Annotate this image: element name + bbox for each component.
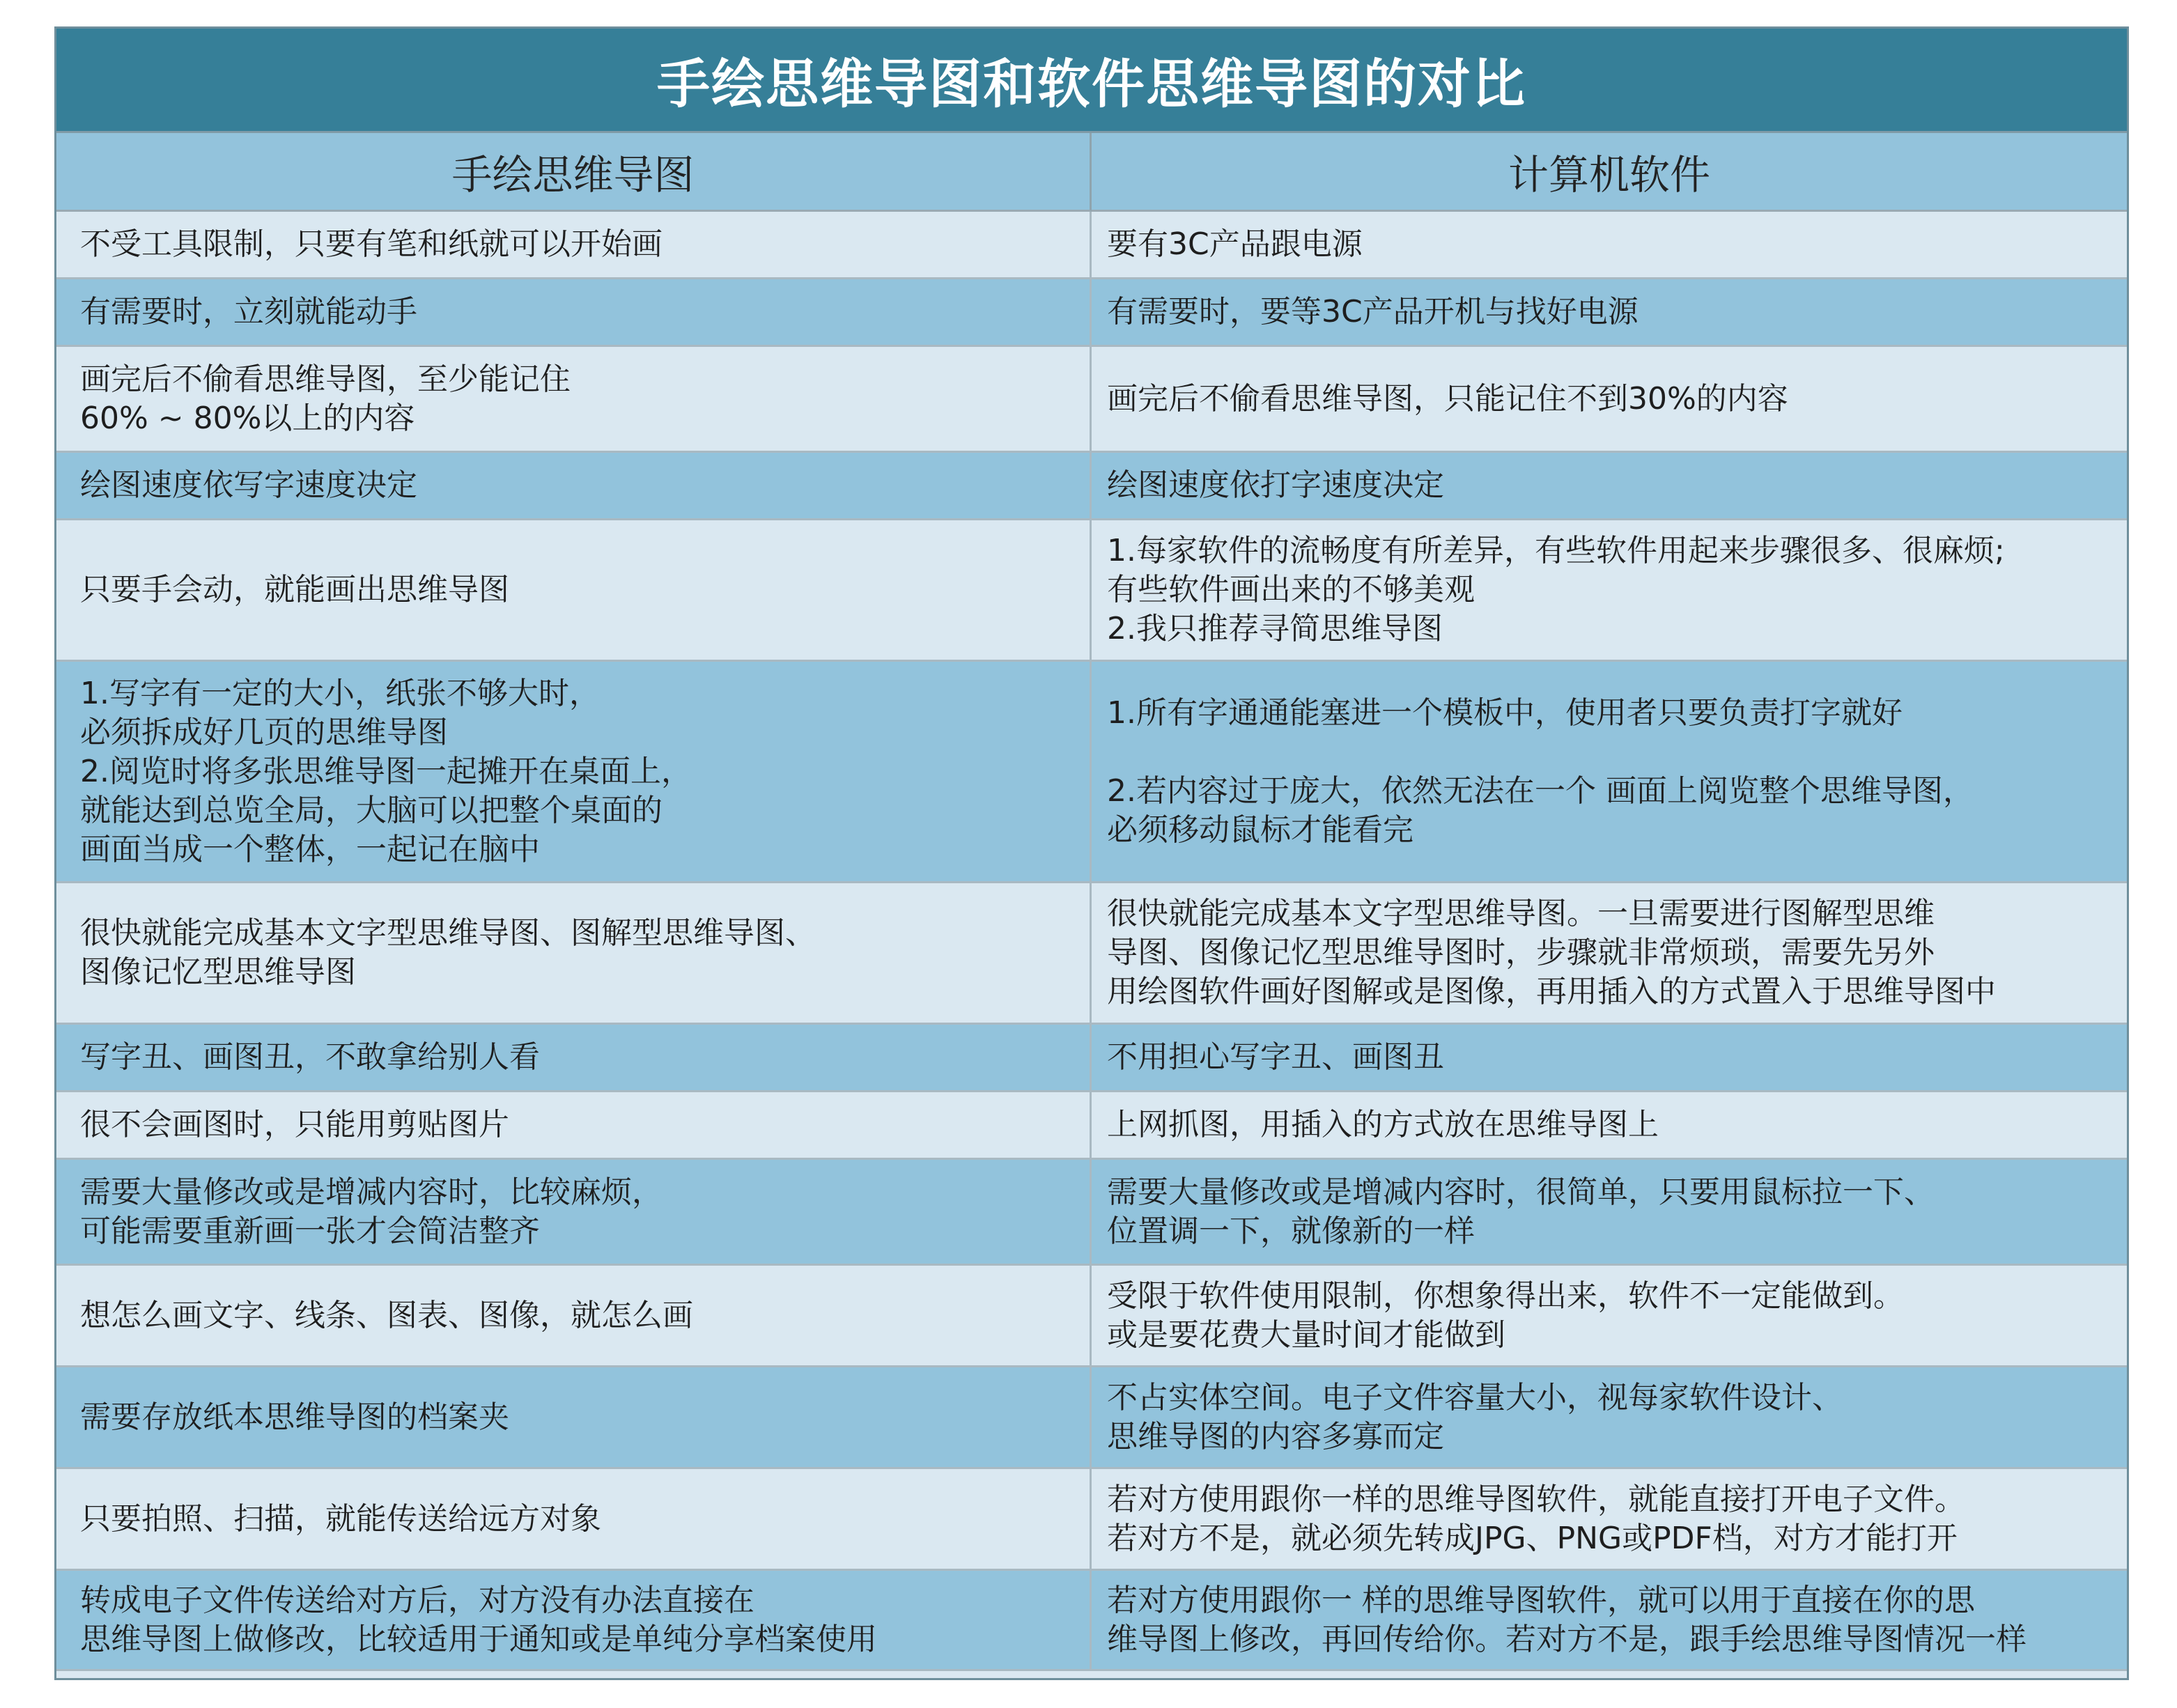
software-cell: 很快就能完成基本文字型思维导图。一旦需要进行图解型思维 导图、图像记忆型思维导图时，步骤就非常烦琐，需要先另外 用绘图软件画好图解或是图像，再用插入的方式置入于思维导图中: [1107, 896, 1996, 1009]
table-row: [56, 883, 2127, 1025]
table-row: [56, 1571, 2127, 1671]
software-cell: 受限于软件使用限制，你想象得出来，软件不一定能做到。 或是要花费大量时间才能做到: [1107, 1278, 1904, 1353]
hand-drawn-cell: 需要大量修改或是增减内容时，比较麻烦， 可能需要重新画一张才会简洁整齐: [56, 1160, 1092, 1264]
table-row: [56, 1092, 2127, 1160]
software-cell: 不用担心写字丑、画图丑: [1107, 1039, 1444, 1075]
hand-drawn-cell: 转成电子文件传送给对方后，对方没有办法直接在 思维导图上做修改，比较适用于通知或是单纯分享档案使用: [56, 1571, 1092, 1669]
table-body: [56, 212, 2127, 1678]
hand-drawn-cell: 只要手会动，就能画出思维导图: [56, 520, 1092, 660]
table-row: [56, 1025, 2127, 1092]
software-cell: 若对方使用跟你一 样的思维导图软件，就可以用于直接在你的思 维导图上修改，再回传给你。若对方不是，跟手绘思维导图情况一样: [1107, 1582, 2027, 1657]
table-row: [56, 1266, 2127, 1367]
software-cell: 绘图速度依打字速度决定: [1107, 467, 1444, 503]
hand-drawn-cell: 不受工具限制，只要有笔和纸就可以开始画: [56, 212, 1092, 277]
table-row: [56, 520, 2127, 662]
hand-drawn-cell: 想怎么画文字、线条、图表、图像，就怎么画: [56, 1266, 1092, 1365]
software-cell: 有需要时，要等3C产品开机与找好电源: [1107, 294, 1638, 329]
hand-drawn-cell: 需要存放纸本思维导图的档案夹: [56, 1367, 1092, 1467]
column-header-software: 计算机软件: [1092, 133, 2127, 212]
column-header-hand-drawn: 手绘思维导图: [56, 133, 1092, 212]
software-cell: 要有3C产品跟电源: [1107, 226, 1363, 262]
software-cell: 1.所有字通通能塞进一个模板中，使用者只要负责打字就好 2.若内容过于庞大，依然无法在一个 画面上阅览整个思维导图， 必须移动鼠标才能看完: [1107, 694, 1974, 848]
comparison-table: [54, 26, 2129, 1680]
hand-drawn-cell: 很快就能完成基本文字型思维导图、图解型思维导图、 图像记忆型思维导图: [56, 883, 1092, 1023]
software-cell: 1.每家软件的流畅度有所差异，有些软件用起来步骤很多、很麻烦; 有些软件画出来的不够美观 2.我只推荐寻简思维导图: [1107, 533, 2005, 646]
hand-drawn-cell: 画完后不偷看思维导图，至少能记住 60% ~ 80%以上的内容: [56, 347, 1092, 451]
table-row: [56, 212, 2127, 279]
table-row: [56, 1469, 2127, 1571]
table-row: [56, 662, 2127, 883]
table-row: [56, 1160, 2127, 1266]
software-cell: 不占实体空间。电子文件容量大小，视每家软件设计、 思维导图的内容多寡而定: [1107, 1379, 1843, 1454]
hand-drawn-cell: 1.写字有一定的大小，纸张不够大时， 必须拆成好几页的思维导图 2.阅览时将多张思维导图一起摊开在桌面上， 就能达到总览全局，大脑可以把整个桌面的 画面当成一个整体，一起记在脑中: [56, 662, 1092, 881]
software-cell: 若对方使用跟你一样的思维导图软件，就能直接打开电子文件。 若对方不是，就必须先转成JPG、PNG或PDF档，对方才能打开: [1107, 1481, 1965, 1556]
hand-drawn-cell: 很不会画图时，只能用剪贴图片: [56, 1092, 1092, 1158]
hand-drawn-cell: 绘图速度依写字速度决定: [56, 453, 1092, 518]
table-row: [56, 1367, 2127, 1469]
software-cell: 需要大量修改或是增减内容时，很简单，只要用鼠标拉一下、 位置调一下，就像新的一样: [1107, 1174, 1935, 1249]
hand-drawn-cell: 只要拍照、扫描，就能传送给远方对象: [56, 1469, 1092, 1569]
hand-drawn-cell: 有需要时，立刻就能动手: [56, 279, 1092, 345]
table-row: [56, 347, 2127, 453]
software-cell: 画完后不偷看思维导图，只能记住不到30%的内容: [1107, 380, 1788, 417]
table-row: [56, 453, 2127, 520]
software-cell: 上网抓图，用插入的方式放在思维导图上: [1107, 1107, 1659, 1142]
table-row: [56, 279, 2127, 347]
table-title: 手绘思维导图和软件思维导图的对比: [56, 29, 2127, 133]
hand-drawn-cell: 写字丑、画图丑，不敢拿给别人看: [56, 1025, 1092, 1090]
